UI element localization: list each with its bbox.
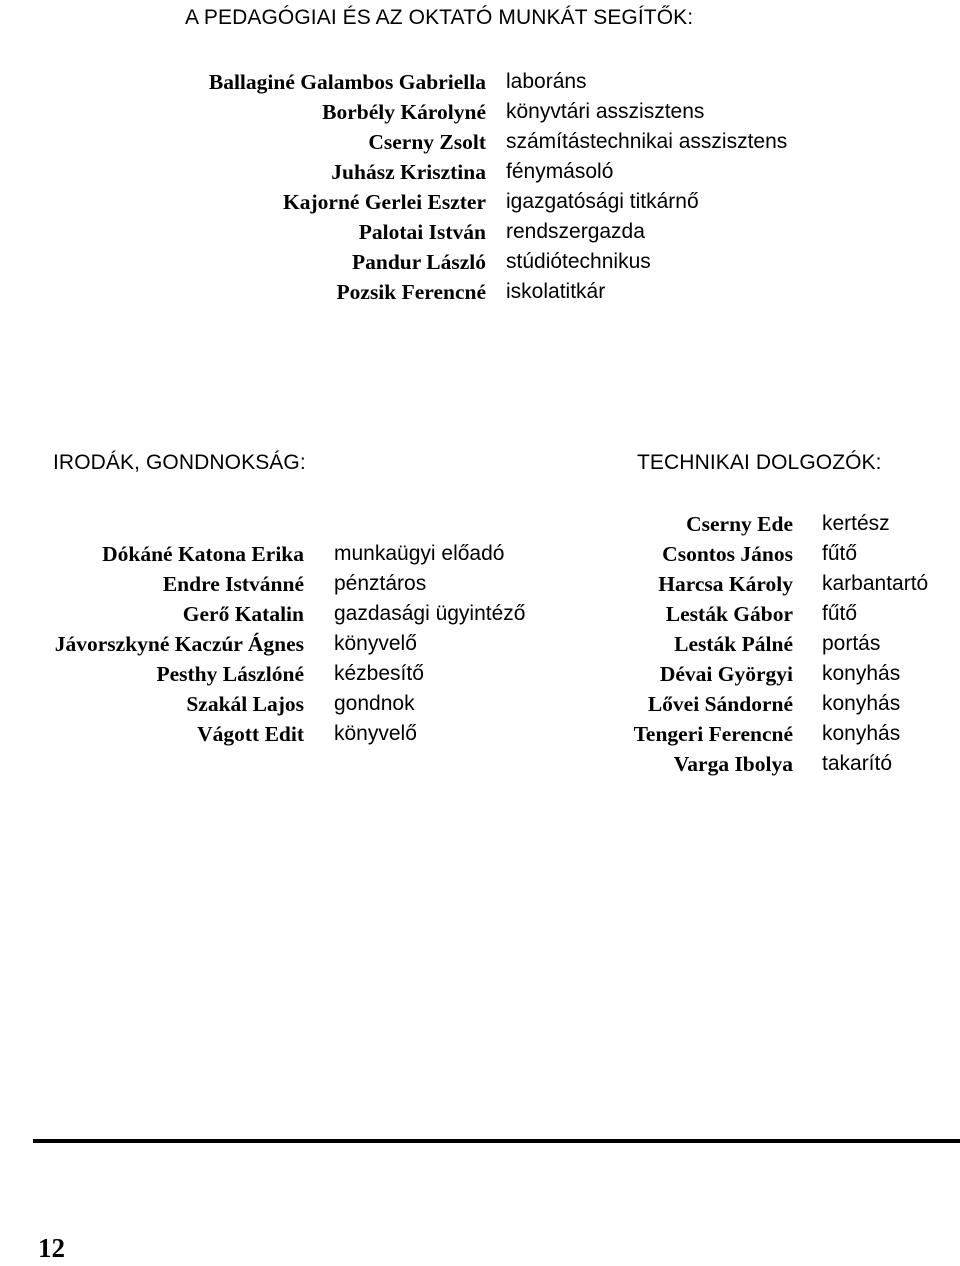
list-item (0, 67, 787, 97)
staff-role: könyvtári asszisztens (506, 100, 705, 123)
staff-role: konyhás (822, 722, 901, 745)
section-heading-support-staff: A PEDAGÓGIAI ÉS AZ OKTATÓ MUNKÁT SEGÍTŐK: (185, 6, 694, 29)
staff-name: Lővei Sándorné (647, 692, 793, 716)
staff-name: Pandur László (351, 250, 486, 274)
staff-role: iskolatitkár (506, 280, 606, 303)
staff-name: Endre Istvánné (162, 572, 304, 596)
staff-role: pénztáros (334, 572, 427, 595)
list-item (0, 689, 525, 719)
staff-role: munkaügyi előadó (334, 542, 505, 565)
staff-name: Ballaginé Galambos Gabriella (208, 70, 486, 94)
list-item (560, 629, 928, 659)
list-item (0, 719, 525, 749)
staff-role: fűtő (822, 602, 858, 625)
staff-name: Tengeri Ferencné (633, 722, 793, 746)
list-item (0, 629, 525, 659)
staff-role: számítástechnikai asszisztens (506, 130, 788, 153)
staff-role: takarító (822, 752, 893, 775)
staff-name: Vágott Edit (197, 722, 304, 746)
list-item (560, 539, 928, 569)
staff-name: Gerő Katalin (182, 602, 304, 626)
staff-role: konyhás (822, 692, 901, 715)
staff-name: Cserny Ede (686, 512, 793, 536)
staff-role: stúdiótechnikus (506, 250, 651, 273)
staff-role: kertész (822, 512, 890, 535)
staff-role: karbantartó (822, 572, 929, 595)
staff-name: Dévai Györgyi (659, 662, 793, 686)
staff-role: gazdasági ügyintéző (334, 602, 526, 625)
list-item (0, 539, 525, 569)
list-item (560, 749, 928, 779)
staff-name: Varga Ibolya (673, 752, 793, 776)
list-item (560, 509, 928, 539)
staff-name: Palotai István (358, 220, 486, 244)
list-item (0, 127, 787, 157)
list-item (0, 247, 787, 277)
staff-name: Juhász Krisztina (331, 160, 486, 184)
page-number: 12 (38, 1233, 65, 1263)
footer-divider (33, 1139, 960, 1143)
staff-role: gondnok (334, 692, 415, 715)
staff-name: Lesták Pálné (674, 632, 793, 656)
technical-staff-list (560, 509, 928, 779)
support-staff-list (0, 67, 787, 307)
list-item (0, 569, 525, 599)
section-heading-offices: IRODÁK, GONDNOKSÁG: (53, 451, 306, 474)
staff-role: könyvelő (334, 632, 417, 655)
staff-role: fűtő (822, 542, 858, 565)
list-item (560, 659, 928, 689)
staff-role: portás (822, 632, 881, 655)
staff-role: laboráns (506, 70, 587, 93)
list-item (560, 689, 928, 719)
list-item (0, 217, 787, 247)
staff-name: Szakál Lajos (186, 692, 304, 716)
staff-role: konyhás (822, 662, 901, 685)
list-item (0, 157, 787, 187)
staff-name: Harcsa Károly (658, 572, 793, 596)
staff-name: Cserny Zsolt (368, 130, 486, 154)
staff-role: könyvelő (334, 722, 417, 745)
staff-name: Csontos János (662, 542, 793, 566)
staff-name: Pesthy Lászlóné (156, 662, 304, 686)
list-item (560, 569, 928, 599)
staff-role: kézbesítő (334, 662, 424, 685)
section-heading-technical: TECHNIKAI DOLGOZÓK: (637, 451, 882, 474)
offices-staff-list (0, 539, 525, 749)
staff-name: Kajorné Gerlei Eszter (283, 190, 486, 214)
list-item (0, 599, 525, 629)
list-item (0, 187, 787, 217)
staff-name: Pozsik Ferencné (336, 280, 486, 304)
list-item (560, 719, 928, 749)
staff-name: Dókáné Katona Erika (102, 542, 304, 566)
staff-role: igazgatósági titkárnő (506, 190, 699, 213)
staff-name: Borbély Károlyné (322, 100, 486, 124)
staff-name: Lesták Gábor (665, 602, 793, 626)
list-item (0, 277, 787, 307)
list-item (0, 97, 787, 127)
staff-role: fénymásoló (506, 160, 614, 183)
staff-name: Jávorszkyné Kaczúr Ágnes (54, 632, 304, 656)
list-item (560, 599, 928, 629)
list-item (0, 659, 525, 689)
staff-role: rendszergazda (506, 220, 645, 243)
